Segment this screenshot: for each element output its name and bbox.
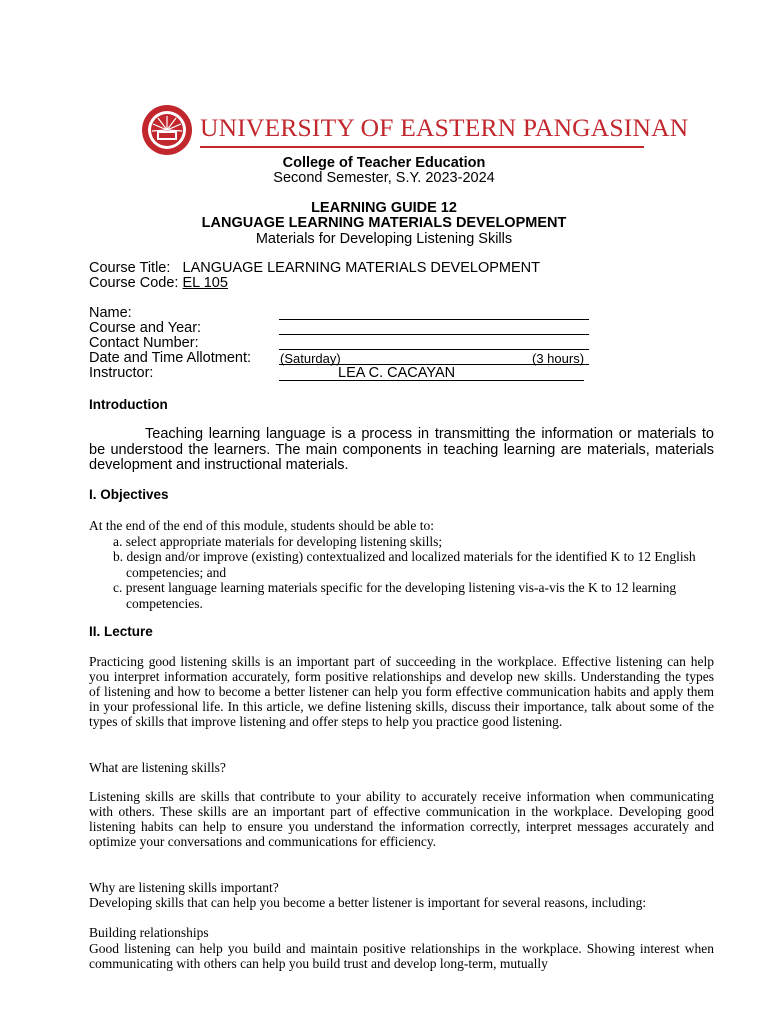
date-hours-value: (3 hours) [532, 351, 585, 366]
instructor-value: LEA C. CACAYAN [338, 365, 456, 381]
date-time-label: Date and Time Allotment: [89, 350, 251, 366]
lecture-paragraph-4: Good listening can help you build and maintain positive relationships in the workplace. Showing interest when communicating with others can help you build trust and develop long-term, mutually [89, 941, 714, 971]
date-day-value: (Saturday) [280, 351, 341, 366]
course-name-heading: LANGUAGE LEARNING MATERIALS DEVELOPMENT [201, 215, 567, 231]
objective-item-a: a. select appropriate materials for developing listening skills; [113, 533, 443, 549]
objectives-list [89, 518, 729, 611]
course-title-row [89, 261, 540, 276]
lecture-paragraph-3: Developing skills that can help you become a better listener is important for several reasons, including: [89, 895, 647, 910]
university-logo-header [140, 104, 689, 156]
semester-text: Second Semester, S.Y. 2023-2024 [273, 170, 495, 186]
objective-item-b: b. design and/or improve (existing) contextualized and localized materials for the identified K to 12 English competencies; and [113, 549, 696, 580]
lecture-paragraph-1: Practicing good listening skills is an important part of succeeding in the workplace. Effective listening can help you interpret information accurately, form positive relationships and develop new skills. Understanding the types of listening and how to become a better listener can help you form effective communication habits and apply them in your professional life. In this article, we define listening skills, discuss their importance, talk about some of the types of skills that improve listening and offer steps to help you practice good listening. [89, 654, 714, 729]
university-seal-icon [140, 104, 194, 156]
university-name: UNIVERSITY OF EASTERN PANGASINAN [200, 113, 689, 142]
course-code-row [89, 276, 228, 291]
course-code-value: EL 105 [182, 275, 228, 291]
guide-title: LEARNING GUIDE 12 [311, 200, 457, 216]
objectives-lead: At the end of the end of this module, students should be able to: [89, 518, 434, 533]
topic-subtitle: Materials for Developing Listening Skills [255, 231, 513, 247]
objectives-heading: I. Objectives [89, 487, 169, 502]
course-year-label: Course and Year: [89, 320, 202, 336]
lecture-question-1: What are listening skills? [89, 760, 226, 775]
college-name: College of Teacher Education [282, 155, 486, 171]
objective-item-c: c. present language learning materials specific for the developing listening vis-a-vis the K to 12 learning competencies. [113, 580, 677, 611]
lecture-subheading-1: Building relationships [89, 925, 209, 940]
lecture-question-2: Why are listening skills important? [89, 880, 279, 895]
instructor-label: Instructor: [89, 365, 154, 381]
course-year-field[interactable] [279, 334, 589, 335]
course-title-value: LANGUAGE LEARNING MATERIALS DEVELOPMENT [182, 260, 540, 276]
lecture-paragraph-2: Listening skills are skills that contribute to your ability to accurately receive information when communicating with others. These skills are an important part of effective communication in the workplace. Developing good listening habits can help to ensure you understand the information correctly, interpret messages accurately and optimize your conversations and communications for efficiency. [89, 789, 714, 849]
name-field[interactable] [279, 319, 589, 320]
name-label: Name: [89, 305, 132, 321]
contact-number-field[interactable] [279, 349, 589, 350]
introduction-text: Teaching learning language is a process in transmitting the information or materials to be understood the learners. The main components in teaching learning are materials, materials development and instructional materials. [89, 426, 714, 473]
introduction-heading: Introduction [89, 397, 168, 412]
course-title-label: Course Title: [89, 260, 171, 276]
logo-underline [200, 146, 644, 148]
course-code-label: Course Code: [89, 275, 179, 291]
lecture-heading: II. Lecture [89, 624, 153, 639]
contact-number-label: Contact Number: [89, 335, 199, 351]
